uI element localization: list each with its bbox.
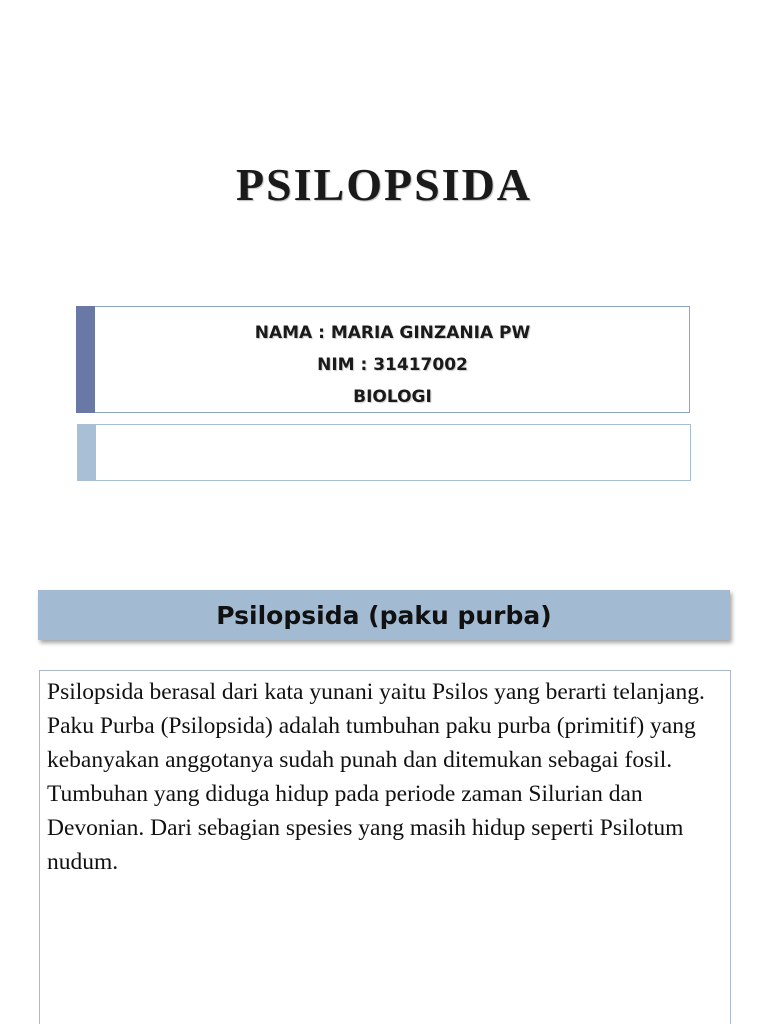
department: BIOLOGI [353,387,432,407]
author-info-lines [96,317,689,413]
content-text-box [39,670,731,1024]
author-name: NAMA : MARIA GINZANIA PW [254,323,531,343]
author-info-box [76,306,690,413]
section-heading: Psilopsida (paku purba) [216,600,552,630]
slide-title: PSILOPSIDA [235,159,533,210]
student-id: NIM : 31417002 [317,355,468,375]
empty-placeholder-box [77,424,691,481]
section-heading-band [38,590,730,640]
content-paragraph: Psilopsida berasal dari kata yunani yaitu Psilos yang berarti telanjang. Paku Purba (Psilopsida) adalah tumbuhan paku purba (primitif) yang kebanyakan anggotanya sudah punah dan ditemukan sebagai fosil. Tumbuhan yang diduga hidup pada periode zaman Silurian dan Devonian. Dari sebagian spesies yang masih hidup seperti Psilotum nudum. [47,679,705,875]
placeholder-accent-bar [77,424,96,481]
info-accent-bar [76,306,95,413]
